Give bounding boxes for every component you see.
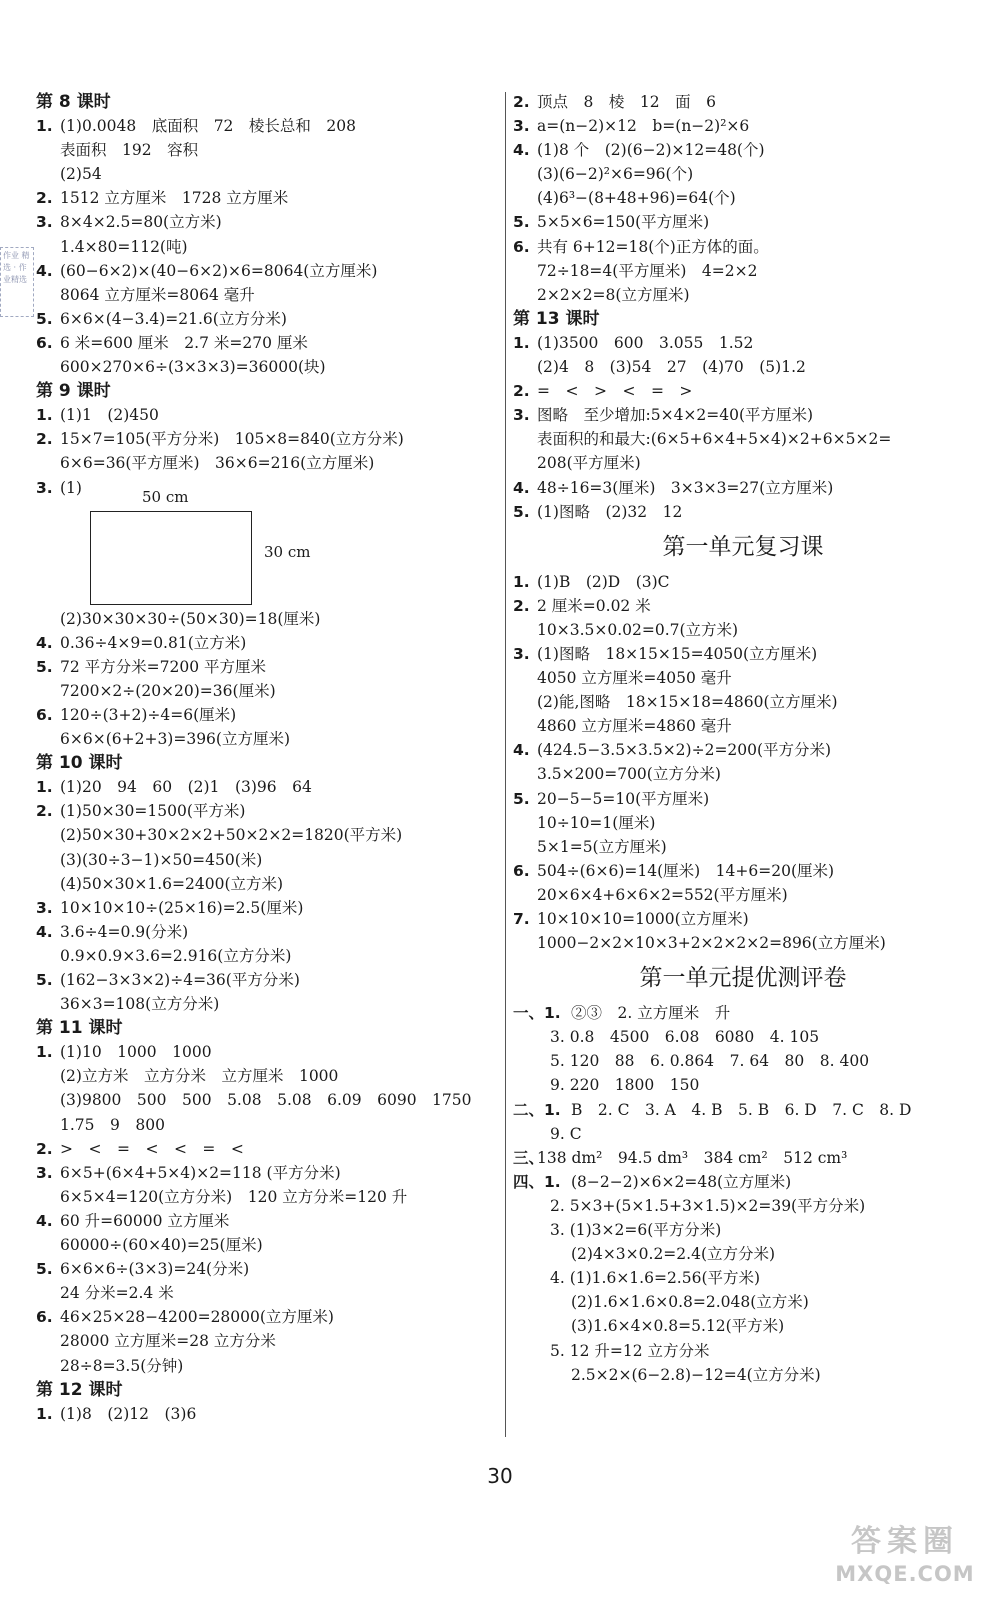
answer-text: (2)30×30×30÷(50×30)=18(厘米) (60, 609, 321, 628)
answer-text: 3. (1)3×2=6(平方分米) (550, 1221, 722, 1240)
section-heading: 第 12 课时 (36, 1379, 123, 1400)
answer-line (513, 714, 973, 738)
answer-line (513, 1242, 973, 1266)
answer-text: ②③ 2. 立方厘米 升 (571, 1004, 731, 1023)
answer-text: (8−2−2)×6×2=48(立方厘米) (571, 1172, 792, 1191)
answer-text: 1000−2×2×10×3+2×2×2×2=896(立方厘米) (537, 934, 886, 953)
answer-text: (1)10 1000 1000 (60, 1043, 212, 1062)
answer-text: 1.4×80=112(吨) (60, 237, 188, 256)
figure-height-label: 30 cm (264, 542, 311, 561)
answer-item (36, 403, 496, 427)
answer-text: 8064 立方厘米=8064 毫升 (60, 285, 255, 304)
answer-text: (60−6×2)×(40−6×2)×6=8064(立方厘米) (60, 261, 378, 280)
section-heading: 第 8 课时 (36, 92, 111, 112)
answer-item (36, 799, 496, 823)
answer-text: 600×270×6÷(3×3×3)=36000(块) (60, 358, 326, 377)
answer-text: 5×5×6=150(平方厘米) (537, 213, 710, 232)
item-number: 1. (36, 117, 53, 136)
answer-line (513, 666, 973, 690)
item-number: 5. (36, 971, 53, 989)
item-number: 5. (513, 213, 530, 232)
answer-text: 表面积 192 容积 (60, 141, 199, 160)
answer-text: 72÷18=4(平方厘米) 4=2×2 (537, 261, 758, 280)
answer-text: (1) (60, 478, 82, 497)
answer-line (513, 931, 973, 955)
answer-text: 10×3.5×0.02=0.7(立方米) (537, 620, 739, 639)
answer-text: (3)1.6×4×0.8=5.12(平方米) (571, 1317, 785, 1336)
answer-text: 28÷8=3.5(分钟) (60, 1356, 184, 1375)
answer-text: 120÷(3+2)÷4=6(厘米) (60, 705, 237, 724)
answer-line (36, 355, 496, 379)
answer-text: 46×25×28−4200=28000(立方厘米) (60, 1308, 334, 1327)
answer-line (36, 607, 496, 631)
stamp-logo: 作业 精选 · 作业精选 (0, 247, 34, 317)
answer-line (36, 1233, 496, 1257)
item-number: 2. (36, 189, 53, 208)
item-number: 一、1. (513, 1004, 561, 1023)
answer-text: 5. 120 88 6. 0.864 7. 64 80 8. 400 (550, 1052, 870, 1071)
answer-text: 28000 立方厘米=28 立方分米 (60, 1332, 276, 1351)
answer-item (36, 186, 496, 210)
answer-text: (2)1.6×1.6×0.8=2.048(立方米) (571, 1293, 809, 1312)
answer-text: 15×7=105(平方分米) 105×8=840(立方分米) (60, 430, 404, 449)
item-number: 1. (513, 572, 530, 591)
answer-item (513, 642, 973, 666)
answer-text: (1)50×30=1500(平方米) (60, 802, 246, 821)
answer-text: (1)0.0048 底面积 72 棱长总和 208 (60, 117, 356, 136)
answer-text: 2×2×2=8(立方厘米) (537, 285, 690, 304)
answer-text: 10÷10=1(厘米) (537, 813, 656, 832)
item-number: 4. (513, 741, 530, 760)
answer-item (36, 920, 496, 944)
answer-text: (3)9800 500 500 5.08 5.08 6.09 6090 1750 (60, 1091, 472, 1110)
watermark-logo (820, 1522, 990, 1592)
item-number: 6. (36, 1308, 53, 1327)
unit-heading: 第一单元提优测评卷 (639, 965, 847, 992)
answer-text: (3)(6−2)²×6=96(个) (537, 165, 694, 184)
answer-line (513, 162, 973, 186)
item-number: 1. (36, 406, 53, 425)
item-number: 2. (513, 382, 530, 401)
item-number: 二、1. (513, 1100, 561, 1119)
item-number: 1. (36, 1043, 53, 1062)
answer-text: (1)B (2)D (3)C (537, 572, 670, 591)
answer-text: 7200×2÷(20×20)=36(厘米) (60, 681, 276, 700)
left-column (36, 90, 496, 1426)
answer-line (513, 186, 973, 210)
answer-line (36, 162, 496, 186)
answer-line (513, 355, 973, 379)
item-number: 四、1. (513, 1172, 561, 1191)
answer-text: 2. 5×3+(5×1.5+3×1.5)×2=39(平方分米) (550, 1196, 866, 1215)
answer-line (36, 727, 496, 751)
answer-line (36, 1281, 496, 1305)
section-heading: 第 11 课时 (36, 1018, 123, 1039)
unit-heading: 第一单元复习课 (662, 533, 824, 560)
item-number: 4. (36, 633, 53, 652)
answer-text: 8×4×2.5=80(立方米) (60, 213, 222, 232)
answer-item (513, 235, 973, 259)
item-number: 3. (36, 898, 53, 917)
item-number: 5. (36, 657, 53, 676)
watermark-line2: MXQE.COM (835, 1562, 975, 1586)
item-number: 3. (513, 117, 530, 136)
right-column (513, 90, 973, 1387)
answer-text: B 2. C 3. A 4. B 5. B 6. D 7. C 8. D (571, 1100, 912, 1119)
answer-line (513, 762, 973, 786)
item-number: 3. (36, 1163, 53, 1182)
item-number: 4. (36, 261, 53, 280)
item-number: 5. (36, 1260, 53, 1279)
answer-item (36, 1040, 496, 1064)
item-number: 5. (513, 789, 530, 808)
answer-text: > < = < < = < (60, 1139, 244, 1158)
answer-item (513, 403, 973, 427)
section-heading: 第 13 课时 (513, 308, 600, 329)
answer-item (36, 427, 496, 451)
answer-item (36, 1209, 496, 1233)
answer-item (36, 1257, 496, 1281)
watermark-line1: 答案圈 (851, 1524, 959, 1559)
answer-text: (1)8 (2)12 (3)6 (60, 1404, 197, 1423)
answer-text: 6×6×(6+2+3)=396(立方厘米) (60, 730, 291, 749)
answer-text: a=(n−2)×12 b=(n−2)²×6 (537, 117, 750, 136)
answer-text: (1)8 个 (2)(6−2)×12=48(个) (537, 141, 765, 160)
answer-line (513, 835, 973, 859)
section-heading: 第 10 课时 (36, 753, 123, 774)
answer-line (36, 1185, 496, 1209)
answer-line (36, 1064, 496, 1088)
answer-text: 3. 0.8 4500 6.08 6080 4. 105 (550, 1028, 820, 1047)
answer-text: (1)图略 (2)32 12 (537, 502, 683, 521)
answer-item (513, 1098, 973, 1122)
answer-item (513, 114, 973, 138)
answer-text: = < > < = > (537, 382, 693, 401)
answer-line (513, 1073, 973, 1097)
answer-text: (1)1 (2)450 (60, 406, 159, 425)
answer-text: 0.36÷4×9=0.81(立方米) (60, 633, 247, 652)
answer-text: 6×5×4=120(立方分米) 120 立方分米=120 升 (60, 1187, 408, 1206)
answer-item (36, 1137, 496, 1161)
item-number: 4. (513, 141, 530, 160)
answer-line (36, 1088, 496, 1112)
answer-line (513, 1025, 973, 1049)
answer-line (36, 872, 496, 896)
answer-item (36, 331, 496, 355)
item-number: 7. (513, 910, 530, 928)
answer-line (513, 1339, 973, 1363)
answer-text: 共有 6+12=18(个)正方体的面。 (537, 237, 769, 256)
answer-item (36, 307, 496, 331)
answer-line (36, 992, 496, 1016)
answer-text: 6 米=600 厘米 2.7 米=270 厘米 (60, 333, 308, 352)
answer-text: 4860 立方厘米=4860 毫升 (537, 717, 732, 736)
answer-line (513, 1194, 973, 1218)
item-number: 1. (36, 778, 53, 797)
answer-item (36, 631, 496, 655)
answer-text: 2.5×2×(6−2.8)−12=4(立方分米) (571, 1365, 821, 1384)
answer-text: 6×6=36(平方厘米) 36×6=216(立方厘米) (60, 454, 375, 473)
answer-line (513, 1218, 973, 1242)
item-number: 1. (513, 333, 530, 352)
answer-text: 10×10×10=1000(立方厘米) (537, 910, 749, 928)
item-number: 4. (513, 478, 530, 497)
answer-item (513, 1170, 973, 1194)
item-number: 1. (36, 1404, 53, 1423)
answer-line (513, 283, 973, 307)
answer-text: 5×1=5(立方厘米) (537, 837, 667, 856)
answer-text: 2 厘米=0.02 米 (537, 596, 651, 615)
answer-line (36, 1354, 496, 1378)
answer-text: (2)立方米 立方分米 立方厘米 1000 (60, 1067, 339, 1086)
item-number: 4. (36, 1211, 53, 1230)
answer-text: (1)3500 600 3.055 1.52 (537, 333, 754, 352)
answer-text: (2)能,图略 18×15×18=4860(立方厘米) (537, 693, 838, 712)
answer-text: 6×6×6÷(3×3)=24(分米) (60, 1260, 250, 1279)
answer-text: 10×10×10÷(25×16)=2.5(厘米) (60, 898, 304, 917)
answer-line (36, 1113, 496, 1137)
item-number: 三、 (513, 1148, 545, 1167)
answer-text: 60000÷(60×40)=25(厘米) (60, 1236, 263, 1255)
item-number: 6. (513, 861, 530, 880)
answer-item (36, 259, 496, 283)
answer-item (36, 775, 496, 799)
answer-text: 24 分米=2.4 米 (60, 1284, 174, 1303)
answer-text: (162−3×3×2)÷4=36(平方分米) (60, 971, 300, 989)
item-number: 3. (513, 644, 530, 663)
answer-line (513, 427, 973, 451)
answer-line (36, 1329, 496, 1353)
answer-line (513, 1314, 973, 1338)
answer-line (513, 451, 973, 475)
answer-text: 9. 220 1800 150 (550, 1076, 700, 1095)
answer-line (513, 1049, 973, 1073)
answer-text: 4050 立方厘米=4050 毫升 (537, 669, 732, 688)
figure-width-label: 50 cm (142, 487, 189, 506)
answer-line (513, 259, 973, 283)
answer-line (36, 679, 496, 703)
item-number: 6. (513, 237, 530, 256)
answer-item (36, 114, 496, 138)
answer-text: 5. 12 升=12 立方分米 (550, 1341, 710, 1360)
answer-line (36, 823, 496, 847)
rectangle-shape (90, 511, 252, 605)
answer-text: 3.5×200=700(立方分米) (537, 765, 721, 784)
answer-item (513, 210, 973, 234)
rectangle-figure (36, 487, 496, 607)
answer-text: 3.6÷4=0.9(分米) (60, 922, 189, 941)
answer-text: 图略 至少增加:5×4×2=40(平方厘米) (537, 406, 814, 425)
item-number: 2. (513, 93, 530, 111)
answer-item (513, 594, 973, 618)
answer-item (513, 90, 973, 114)
answer-text: 表面积的和最大:(6×5+6×4+5×4)×2+6×5×2= (537, 430, 892, 449)
item-number: 5. (513, 502, 530, 521)
answer-text: 60 升=60000 立方厘米 (60, 1211, 230, 1230)
answer-item (513, 138, 973, 162)
answer-text: 36×3=108(立方分米) (60, 995, 220, 1014)
answer-text: 20×6×4+6×6×2=552(平方厘米) (537, 885, 788, 904)
answer-line (513, 690, 973, 714)
answer-line (513, 1363, 973, 1387)
answer-item (513, 738, 973, 762)
answer-text: 208(平方厘米) (537, 454, 641, 473)
answer-text: 1512 立方厘米 1728 立方厘米 (60, 189, 289, 208)
page-number: 30 (487, 1464, 513, 1488)
answer-line (36, 283, 496, 307)
answer-line (36, 944, 496, 968)
answer-text: 6×6×(4−3.4)=21.6(立方分米) (60, 309, 287, 328)
answer-item (36, 1402, 496, 1426)
answer-text: (4)50×30×1.6=2400(立方米) (60, 874, 284, 893)
item-number: 6. (36, 333, 53, 352)
answer-item (36, 210, 496, 234)
answer-text: 9. C (550, 1124, 582, 1143)
answer-line (36, 848, 496, 872)
answer-item (513, 570, 973, 594)
item-number: 6. (36, 705, 53, 724)
answer-text: 顶点 8 棱 12 面 6 (537, 93, 716, 111)
item-number: 2. (36, 430, 53, 449)
answer-text: 504÷(6×6)=14(厘米) 14+6=20(厘米) (537, 861, 835, 880)
answer-line (513, 1266, 973, 1290)
answer-text: (1)图略 18×15×15=4050(立方厘米) (537, 644, 818, 663)
answer-text: 0.9×0.9×3.6=2.916(立方分米) (60, 946, 292, 965)
item-number: 2. (36, 802, 53, 821)
answer-text: 4. (1)1.6×1.6=2.56(平方米) (550, 1269, 761, 1288)
answer-text: (3)(30÷3−1)×50=450(米) (60, 850, 263, 869)
answer-item (513, 1001, 973, 1025)
answer-line (513, 1290, 973, 1314)
answer-line (36, 138, 496, 162)
answer-item (513, 500, 973, 524)
answer-item (513, 476, 973, 500)
answer-item (36, 1161, 496, 1185)
answer-item (513, 859, 973, 883)
answer-item (513, 787, 973, 811)
answer-item (36, 1305, 496, 1329)
item-number: 3. (513, 406, 530, 425)
item-number: 2. (513, 596, 530, 615)
answer-item (513, 907, 973, 931)
answer-item (36, 968, 496, 992)
answer-text: (2)4×3×0.2=2.4(立方分米) (571, 1245, 776, 1264)
column-divider (505, 92, 506, 1437)
answer-line (36, 235, 496, 259)
answer-text: (1)20 94 60 (2)1 (3)96 64 (60, 778, 312, 797)
answer-item (36, 896, 496, 920)
answer-text: 72 平方分米=7200 平方厘米 (60, 657, 267, 676)
answer-line (513, 1122, 973, 1146)
answer-item (513, 1146, 973, 1170)
answer-line (513, 618, 973, 642)
answer-text: (2)4 8 (3)54 27 (4)70 (5)1.2 (537, 358, 806, 377)
answer-text: (2)50×30+30×2×2+50×2×2=1820(平方米) (60, 826, 403, 845)
section-heading: 第 9 课时 (36, 381, 111, 402)
item-number: 2. (36, 1139, 53, 1158)
answer-text: 1.75 9 800 (60, 1115, 165, 1134)
item-number: 5. (36, 309, 53, 328)
answer-text: 20−5−5=10(平方厘米) (537, 789, 710, 808)
answer-line (513, 811, 973, 835)
answer-text: (4)6³−(8+48+96)=64(个) (537, 189, 736, 208)
answer-line (36, 451, 496, 475)
item-number: 3. (36, 478, 53, 497)
answer-text: 48÷16=3(厘米) 3×3×3=27(立方厘米) (537, 478, 834, 497)
answer-item (513, 379, 973, 403)
answer-item (36, 655, 496, 679)
item-number: 3. (36, 213, 53, 232)
answer-text: (2)54 (60, 165, 102, 184)
answer-text: 138 dm² 94.5 dm³ 384 cm² 512 cm³ (537, 1148, 848, 1167)
item-number: 4. (36, 922, 53, 941)
answer-text: (424.5−3.5×3.5×2)÷2=200(平方分米) (537, 741, 832, 760)
answer-item (513, 331, 973, 355)
answer-line (513, 883, 973, 907)
answer-text: 6×5+(6×4+5×4)×2=118 (平方分米) (60, 1163, 341, 1182)
answer-item (36, 703, 496, 727)
